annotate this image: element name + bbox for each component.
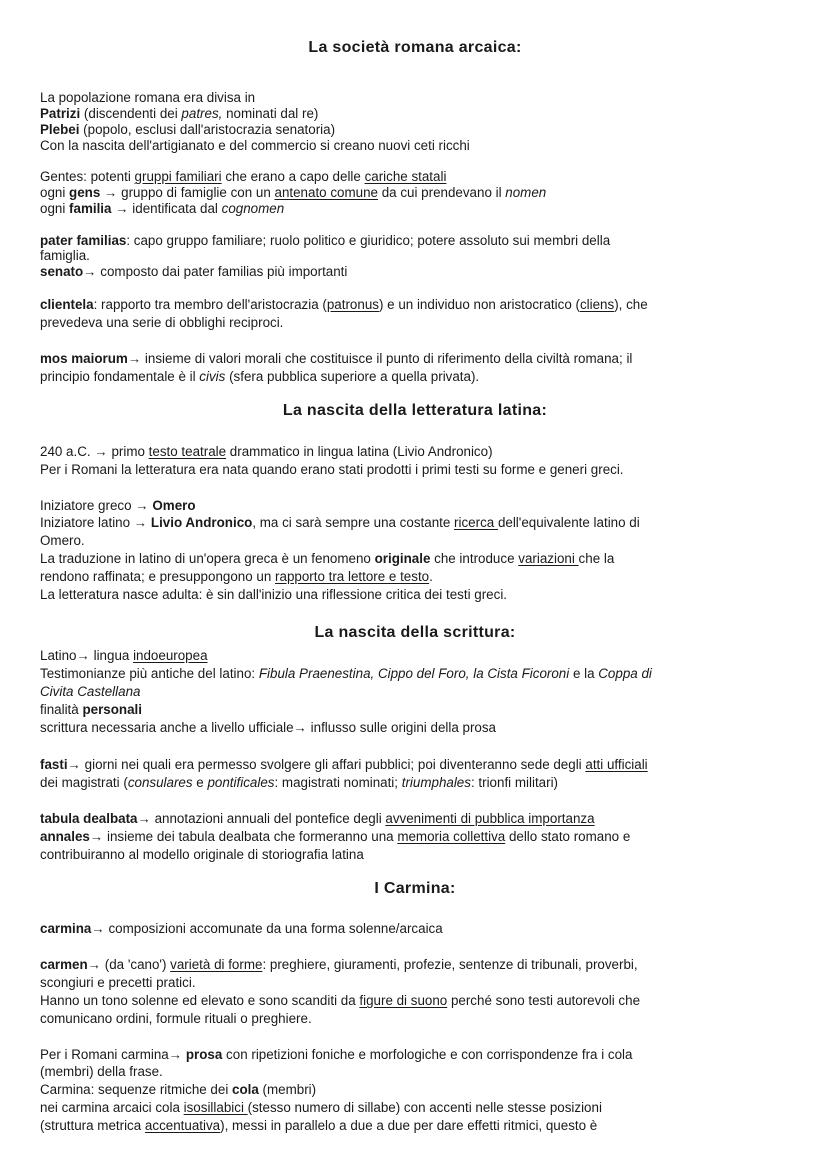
text-line: Con la nascita dell'artigianato e del commercio si creano nuovi ceti ricchi — [40, 138, 470, 153]
text-line: finalità personali — [40, 702, 142, 717]
text-line: La letteratura nasce adulta: è sin dall'inizio una riflessione critica dei testi greci. — [40, 587, 508, 602]
text-line: dei magistrati (consulares e pontificales: magistrati nominati; triumphales: trionfi militari) — [40, 775, 558, 790]
text-line: La popolazione romana era divisa in — [40, 90, 256, 105]
text-line: La traduzione in latino di un'opera greca è un fenomeno originale che introduce variazioni che la — [40, 551, 615, 566]
text-line: prevedeva una serie di obblighi reciproci. — [40, 315, 284, 330]
text-line: Plebei (popolo, esclusi dall'aristocrazia senatoria) — [40, 122, 336, 137]
text-line: nei carmina arcaici cola isosillabici (stesso numero di sillabe) con accenti nelle stesse posizioni — [40, 1100, 602, 1115]
text-line: Civita Castellana — [40, 684, 141, 699]
text-line: carmina→ composizioni accomunate da una forma solenne/arcaica — [40, 921, 443, 936]
text-line: Iniziatore latino → Livio Andronico, ma ci sarà sempre una costante ricerca dell'equivalente latino di — [40, 515, 640, 530]
text-line: principio fondamentale è il civis (sfera pubblica superiore a quella privata). — [40, 369, 480, 384]
text-line: scrittura necessaria anche a livello ufficiale→ influsso sulle origini della prosa — [40, 720, 497, 735]
text-line: carmen→ (da 'cano') varietà di forme: preghiere, giuramenti, profezie, sentenze di tribunali, proverbi, — [40, 957, 638, 972]
text-line: ogni gens → gruppo di famiglie con un antenato comune da cui prendevano il nomen — [40, 185, 547, 200]
text-line: annales→ insieme dei tabula dealbata che formeranno una memoria collettiva dello stato romano e — [40, 829, 631, 844]
text-line: senato→ composto dai pater familias più importanti — [40, 264, 348, 279]
text-line: pater familias: capo gruppo familiare; ruolo politico e giuridico; potere assoluto sui membri della — [40, 233, 611, 248]
section-title: La società romana arcaica: — [308, 39, 522, 56]
text-line: Testimonianze più antiche del latino: Fibula Praenestina, Cippo del Foro, la Cista Ficoroni e la Coppa di — [40, 666, 652, 681]
text-line: Per i Romani carmina→ prosa con ripetizioni foniche e morfologiche e con corrispondenze fra i cola — [40, 1047, 633, 1062]
section-title: La nascita della scrittura: — [314, 624, 516, 641]
section-title: La nascita della letteratura latina: — [282, 402, 548, 419]
text-line: Carmina: sequenze ritmiche dei cola (membri) — [40, 1082, 317, 1097]
text-line: clientela: rapporto tra membro dell'aristocrazia (patronus) e un individuo non aristocratico (cliens), che — [40, 297, 648, 312]
text-line: famiglia. — [40, 248, 90, 263]
text-line: Per i Romani la letteratura era nata quando erano stati prodotti i primi testi su forme e generi greci. — [40, 462, 624, 477]
text-line: comunicano ordini, formule rituali o preghiere. — [40, 1011, 312, 1026]
text-line: Iniziatore greco → Omero — [40, 498, 196, 513]
text-line: 240 a.C. → primo testo teatrale drammatico in lingua latina (Livio Andronico) — [40, 444, 493, 459]
text-line: Omero. — [40, 533, 85, 548]
section-title: I Carmina: — [374, 880, 456, 897]
text-line: mos maiorum→ insieme di valori morali che costituisce il punto di riferimento della civiltà romana; il — [40, 351, 633, 366]
text-line: fasti→ giorni nei quali era permesso svolgere gli affari pubblici; poi diventeranno sede degli atti ufficiali — [40, 757, 648, 772]
text-line: contribuiranno al modello originale di storiografia latina — [40, 847, 364, 862]
text-line: ogni familia → identificata dal cognomen — [40, 201, 285, 216]
text-line: (struttura metrica accentuativa), messi in parallelo a due a due per dare effetti ritmici, questo è — [40, 1118, 598, 1133]
text-line: tabula dealbata→ annotazioni annuali del pontefice degli avvenimenti di pubblica importanza — [40, 811, 595, 826]
text-line: Gentes: potenti gruppi familiari che erano a capo delle cariche statali — [40, 169, 447, 184]
text-line: Patrizi (discendenti dei patres, nominati dal re) — [40, 106, 319, 121]
text-line: Hanno un tono solenne ed elevato e sono scanditi da figure di suono perché sono testi autorevoli che — [40, 993, 641, 1008]
text-line: scongiuri e precetti pratici. — [40, 975, 196, 990]
text-line: Latino→ lingua indoeuropea — [40, 648, 208, 663]
text-line: (membri) della frase. — [40, 1064, 163, 1079]
text-line: rendono raffinata; e presuppongono un rapporto tra lettore e testo. — [40, 569, 433, 584]
